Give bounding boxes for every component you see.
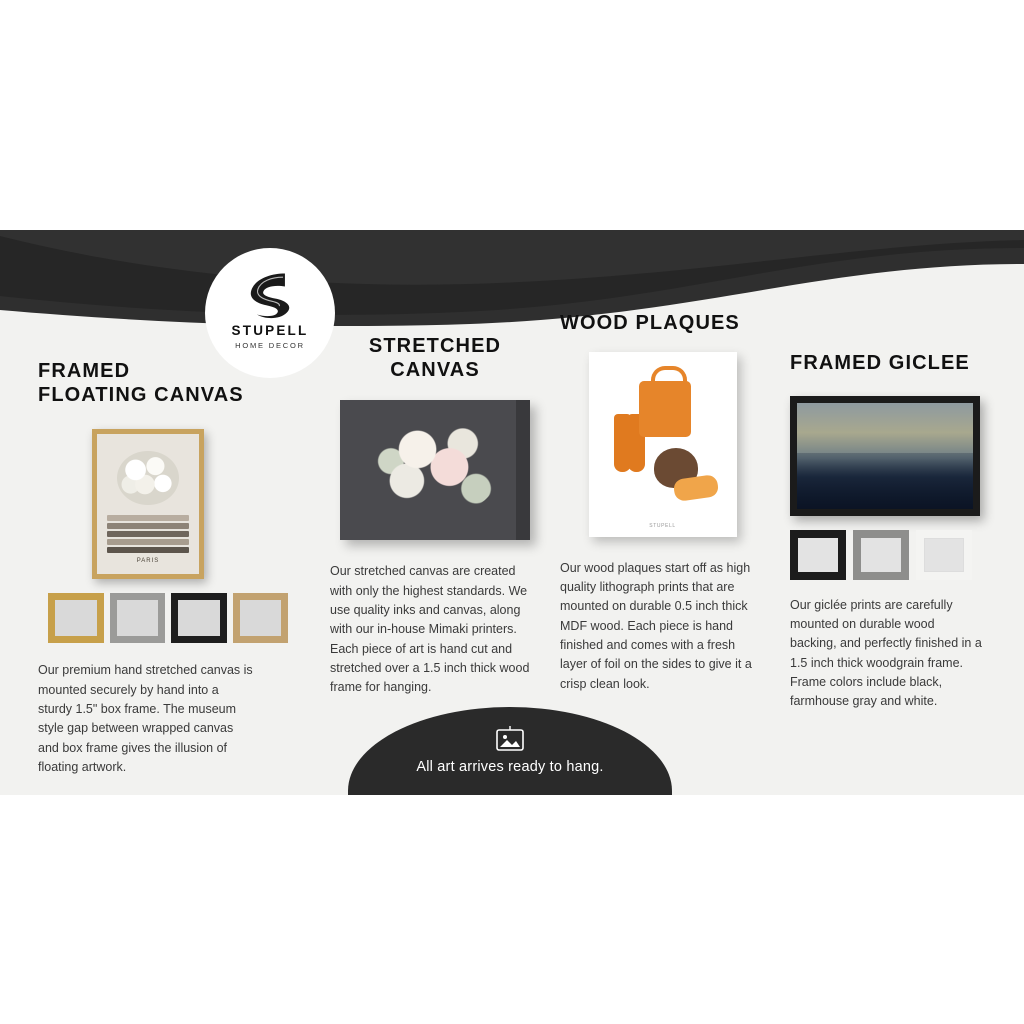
top-wave-band <box>0 230 1024 340</box>
column-title-line1: FRAMED <box>38 360 131 382</box>
column-description: Our premium hand stretched canvas is mounted securely by hand into a sturdy 1.5" box frame. The museum style gap between wrapped canvas and box frame gives the illusion of floating artwork. <box>38 663 253 775</box>
framed-picture-icon <box>493 725 527 753</box>
swatch-natural-wood <box>233 593 289 643</box>
column-description: Our giclée prints are carefully mounted on durable wood backing, and perfectly finished in a 1.5 inch thick woodgrain frame. Frame colors include black, farmhouse gray and white. <box>790 597 982 709</box>
ready-to-hang-ribbon <box>348 707 672 795</box>
artwork-wood-plaque <box>589 352 737 537</box>
column-title-line2: FLOATING CANVAS <box>38 383 244 406</box>
artwork-caption: PARIS <box>136 558 160 565</box>
brand-tagline: HOME DECOR <box>235 340 305 350</box>
handbag-graphic <box>639 381 691 437</box>
column-title-line2: CANVAS <box>390 358 480 381</box>
giclee-art-graphic <box>797 403 973 509</box>
column-wood-plaques <box>560 312 765 694</box>
artwork-stretched-canvas <box>340 400 530 540</box>
frame-color-swatches <box>48 593 288 643</box>
column-title-line1: FRAMED GICLEE <box>790 352 970 374</box>
swatch-gold <box>48 593 104 643</box>
floral-graphic <box>367 420 500 518</box>
swatch-black <box>171 593 227 643</box>
column-stretched-canvas <box>330 335 540 698</box>
ribbon-label: All art arrives ready to hang. <box>416 759 604 775</box>
swatch-gray <box>110 593 166 643</box>
column-framed-floating-canvas <box>38 360 288 777</box>
floating-frame <box>92 429 204 579</box>
bouquet-graphic <box>117 451 179 505</box>
column-title <box>790 352 990 376</box>
swatch-farmhouse-gray <box>853 530 909 580</box>
column-title <box>560 312 765 336</box>
canvas-art <box>97 434 199 574</box>
swatch-black <box>790 530 846 580</box>
column-title-line1: WOOD PLAQUES <box>560 312 740 334</box>
artwork-framed-giclee <box>790 396 980 516</box>
scarf-graphic <box>673 474 720 502</box>
artwork-caption: STUPELL <box>649 523 676 530</box>
swoosh-s-logo-icon <box>242 266 298 322</box>
column-framed-giclee <box>790 352 990 712</box>
brand-name: STUPELL <box>231 323 309 338</box>
brand-logo-badge <box>205 248 335 378</box>
wave-graphic <box>0 230 1024 340</box>
column-title <box>330 335 540 382</box>
product-construction-panel <box>0 230 1024 795</box>
column-title-line1: STRETCHED <box>368 335 502 357</box>
column-description: Our wood plaques start off as high quality lithograph prints that are mounted on durable 0.5 inch thick MDF wood. Each piece is hand finished and comes with a fresh layer of foil on the sides to give it a crisp clean look. <box>560 560 752 691</box>
column-description: Our stretched canvas are created with only the highest standards. We use quality inks and canvas, along with our in-house Mimaki printers. Each piece of art is hand cut and stretched over a 1.5 inch thick wood frame for hanging. <box>330 564 530 695</box>
artwork-framed-floating-canvas <box>38 429 288 579</box>
frame-color-swatches <box>790 530 990 580</box>
book-stack-graphic <box>107 515 189 563</box>
swatch-white <box>916 530 972 580</box>
